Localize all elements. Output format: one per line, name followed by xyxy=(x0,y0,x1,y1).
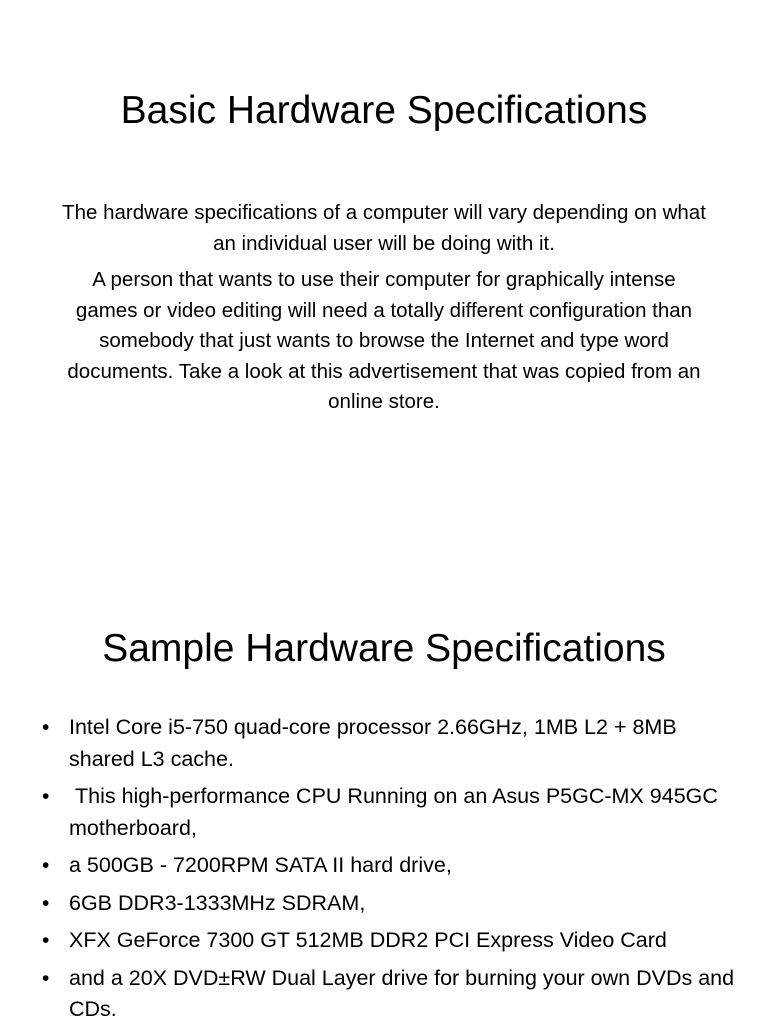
bullet-icon: • xyxy=(42,929,50,952)
body-paragraph: A person that wants to use their computer for graphically intense games or video editing will need a totally different configuration than somebody that just wants to browse the Internet and type word documents. Take a look at this advertisement that was copied from an online store. xyxy=(67,268,701,413)
bullet-item xyxy=(42,850,742,882)
bullet-item xyxy=(42,963,742,1024)
slide-title: Basic Hardware Specifications xyxy=(120,89,648,132)
bullet-icon: • xyxy=(42,891,50,915)
bullet-text: a 500GB - 7200RPM SATA II hard drive, xyxy=(69,853,452,877)
bullet-text: This high-performance CPU Running on an Asus P5GC-MX 945GC motherboard, xyxy=(69,784,724,840)
slide-body xyxy=(60,198,708,424)
bullet-icon: • xyxy=(42,966,50,990)
bullet-item xyxy=(42,925,742,957)
bullet-item xyxy=(42,888,742,920)
bullet-text: XFX GeForce 7300 GT 512MB DDR2 PCI Express Video Card xyxy=(69,928,667,952)
bullet-icon: • xyxy=(42,854,50,877)
slide-title: Sample Hardware Specifications xyxy=(102,627,666,670)
slide-sample-hardware-specifications xyxy=(0,576,768,1024)
bullet-item xyxy=(42,781,742,844)
bullet-text: 6GB DDR3-1333MHz SDRAM, xyxy=(69,890,366,915)
bullet-item xyxy=(42,712,742,775)
bullet-text: and a 20X DVD±RW Dual Layer drive for burning your own DVDs and CDs. xyxy=(69,965,735,1021)
bullet-icon: • xyxy=(42,716,50,739)
bullet-text: Intel Core i5-750 quad-core processor 2.66GHz, 1MB L2 + 8MB shared L3 cache. xyxy=(69,715,677,771)
body-paragraph: The hardware specifications of a computer will vary depending on what an individual user will be doing with it. xyxy=(62,201,706,255)
bullet-list xyxy=(42,712,742,1024)
bullet-icon: • xyxy=(42,785,50,808)
